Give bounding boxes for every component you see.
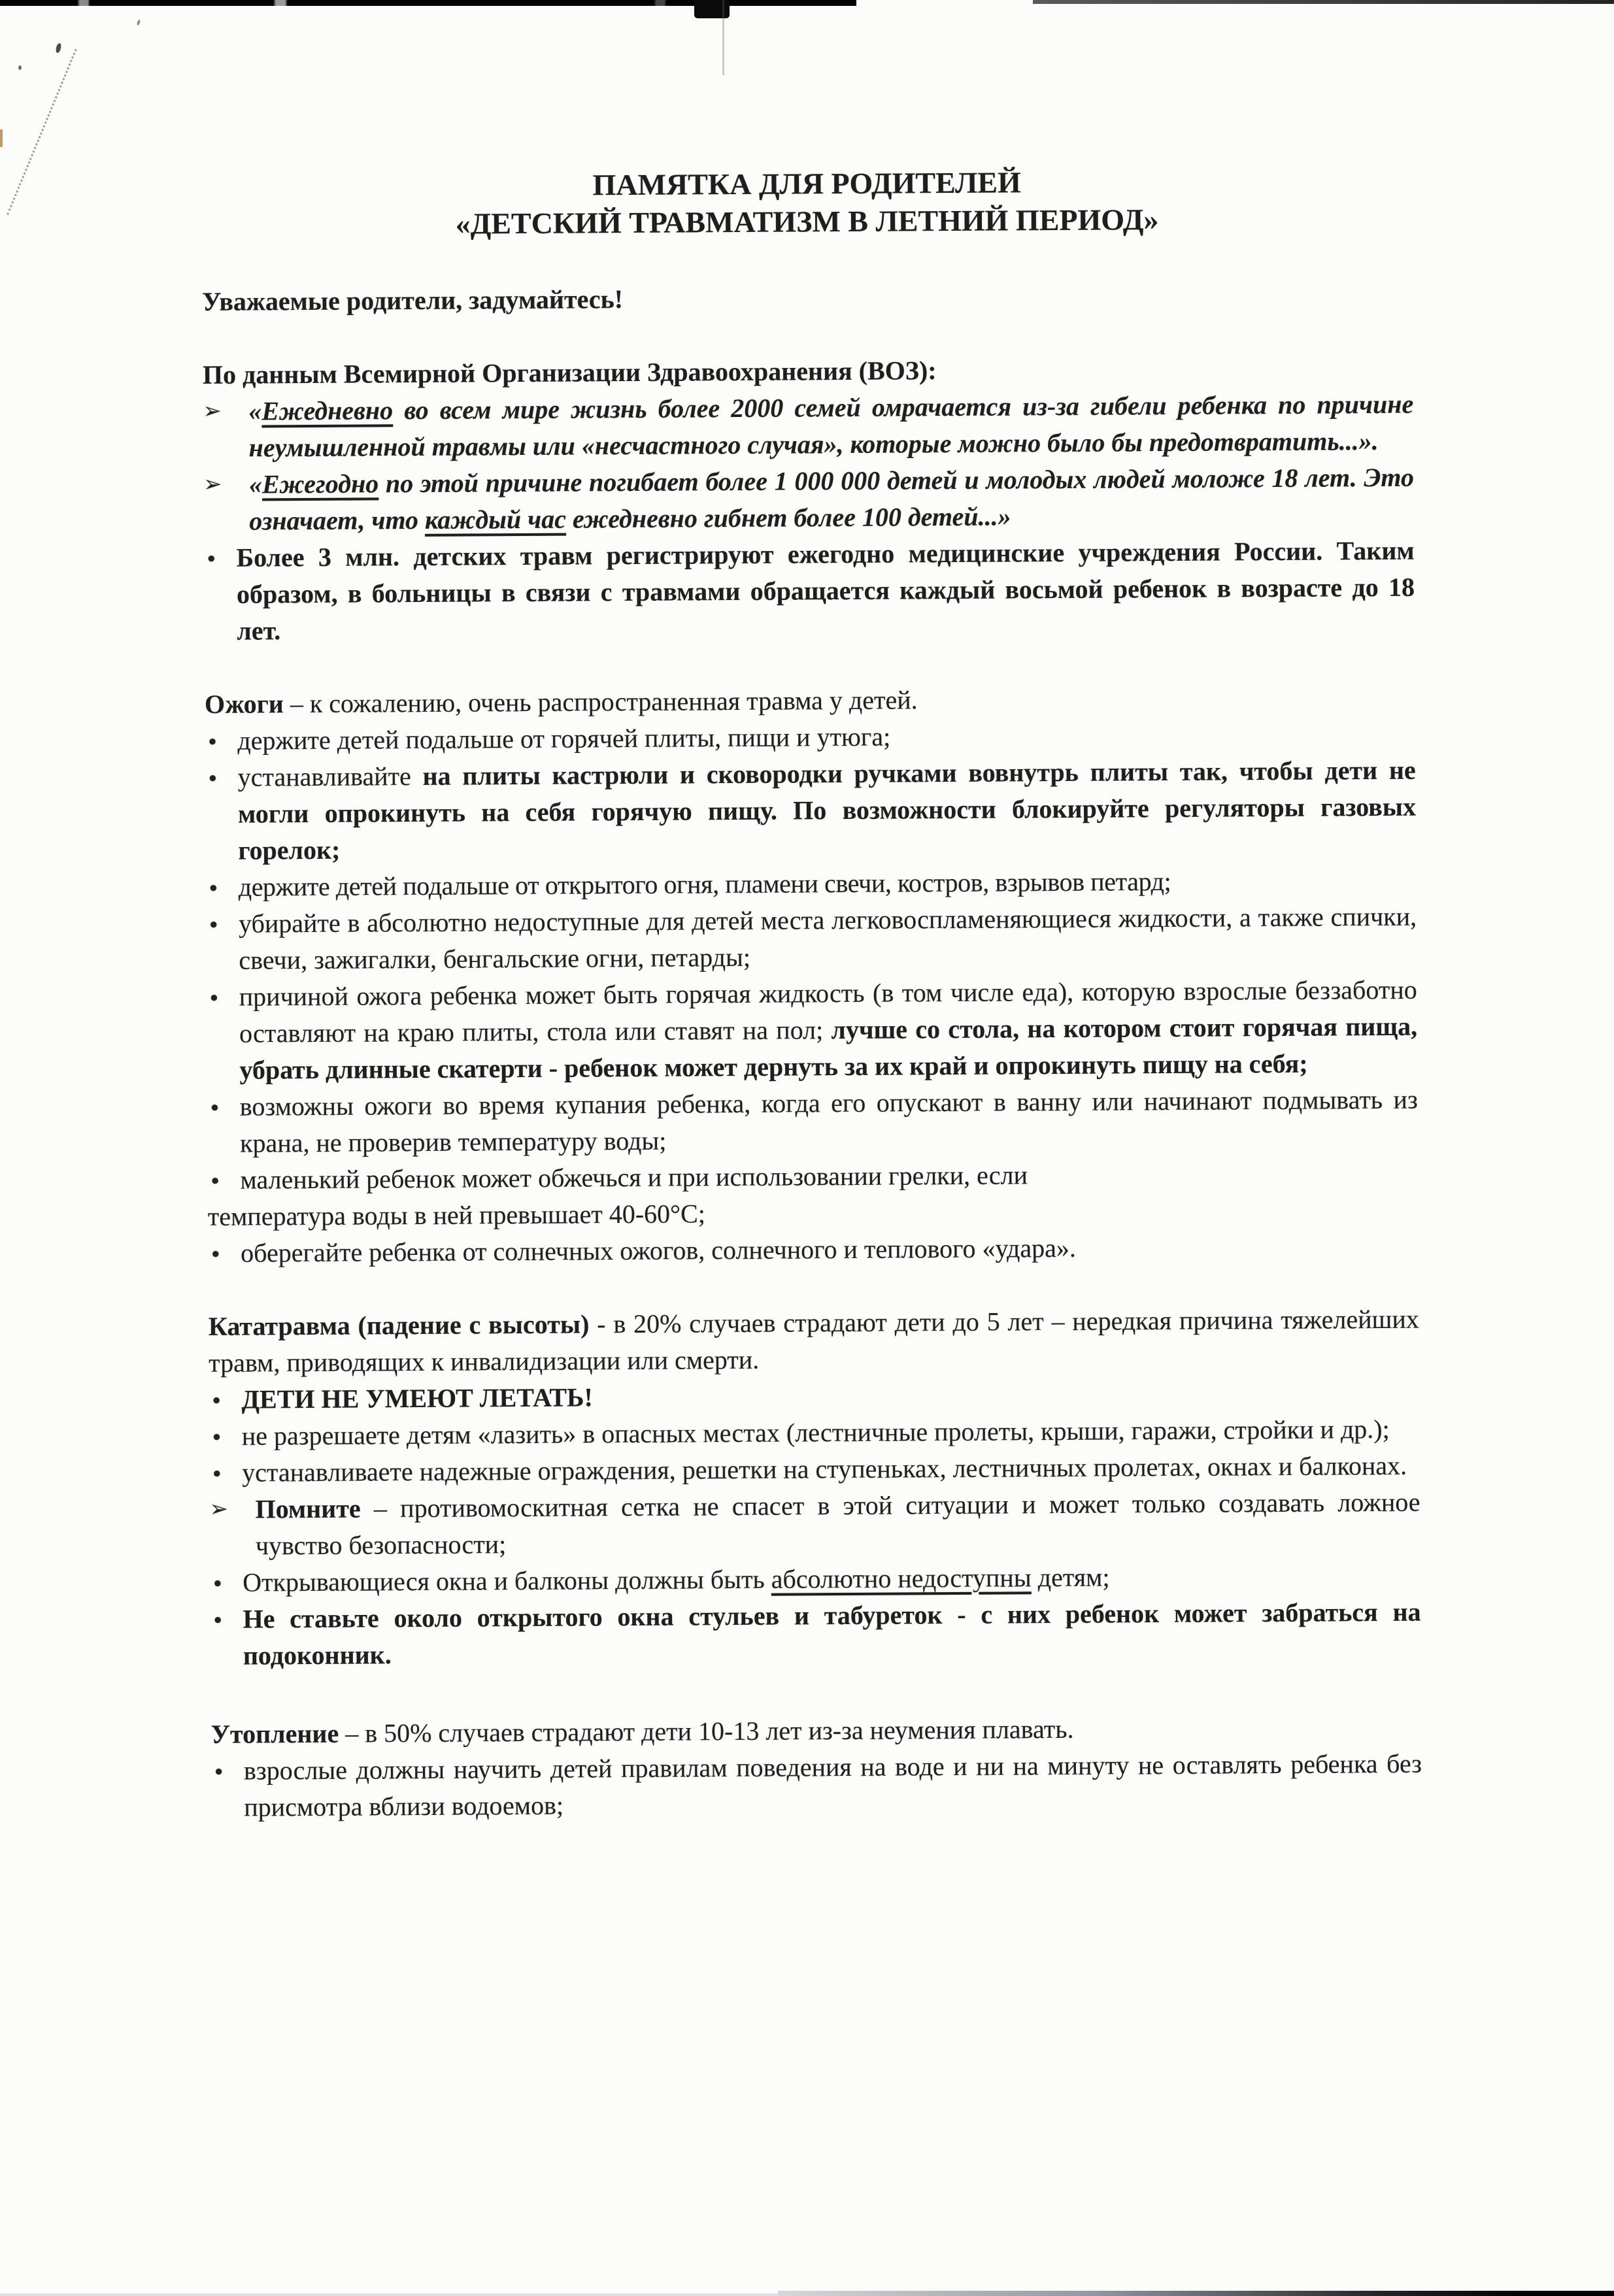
scan-speck bbox=[18, 65, 22, 70]
quote-text: по этой причине погибает более 1 000 000 детей и молодых людей моложе 18 лет. Это означает, что bbox=[249, 462, 1415, 536]
burns-bullet bbox=[206, 899, 1417, 979]
bullet-marker-icon: ● bbox=[208, 769, 218, 786]
bullet-text-bold: на плиты кастрюли и сковородки ручками вовнутрь плиты так, чтобы дети не могли опрокинуть на себя горячую пищу. По возможности блокируйте регуляторы газовых горелок; bbox=[237, 755, 1417, 865]
quote-underlined: Ежегодно bbox=[261, 469, 379, 499]
statistics-text: Более 3 млн. детских травм регистрируют ежегодно медицинские учреждения России. Таким образом, в больницы в связи с травмами обращается каждый восьмой ребенок в возрасте до 18 лет. bbox=[236, 535, 1415, 646]
bullet-text: оберегайте ребенка от солнечных ожогов, солнечного и теплового «удара». bbox=[240, 1233, 1077, 1268]
bullet-text-bold: Не ставьте около открытого окна стульев и табуреток - с них ребенок может забраться на подоконник. bbox=[243, 1597, 1421, 1671]
burns-bullet bbox=[207, 1155, 1418, 1199]
quote-text: во всем мире жизнь более 2000 семей омрачается из-за гибели ребенка по причине неумышленной травмы или «несчастного случая», которые можно было бы предотвратить...». bbox=[248, 389, 1414, 463]
bullet-marker-icon: ● bbox=[212, 1427, 222, 1444]
scan-edge-bottom-faint bbox=[0, 2293, 778, 2296]
bullet-text: устанавливайте bbox=[237, 761, 411, 792]
burns-bullet bbox=[205, 752, 1417, 869]
bullet-marker-icon: ● bbox=[207, 549, 216, 566]
title-line-1: ПАМЯТКА ДЛЯ РОДИТЕЛЕЙ bbox=[592, 165, 1021, 202]
document-title bbox=[201, 161, 1413, 244]
bullet-marker-icon: ● bbox=[213, 1610, 222, 1627]
title-line-2: «ДЕТСКИЙ ТРАВМАТИЗМ В ЛЕТНИЙ ПЕРИОД» bbox=[455, 203, 1159, 241]
falls-term: Кататравма (падение с высоты) bbox=[208, 1309, 590, 1341]
arrow-marker-icon: ➢ bbox=[203, 399, 222, 424]
bullet-marker-icon: ● bbox=[209, 988, 219, 1005]
bullet-marker-icon: ● bbox=[210, 1098, 220, 1115]
bullet-marker-icon: ● bbox=[209, 915, 218, 932]
bullet-marker-icon: ● bbox=[213, 1574, 222, 1591]
burns-continuation-line: температура воды в ней превышает 40-60°С; bbox=[207, 1199, 706, 1231]
scan-speck bbox=[137, 20, 141, 26]
who-heading: По данным Всемирной Организации Здравоохранения (ВОЗ): bbox=[202, 356, 937, 390]
scan-scratch-artifact bbox=[7, 49, 77, 215]
drowning-lead-text: – в 50% случаев страдают дети 10-13 лет из-за неумения плавать. bbox=[339, 1714, 1074, 1748]
burns-bullet bbox=[208, 1228, 1419, 1272]
burns-bullet bbox=[207, 1082, 1419, 1162]
bullet-marker-icon: ● bbox=[208, 732, 217, 749]
scan-edge-bottom-right bbox=[778, 2291, 1614, 2296]
falls-reminder-item bbox=[209, 1484, 1421, 1565]
drowning-term: Утопление bbox=[210, 1718, 339, 1749]
burns-bullet bbox=[207, 972, 1418, 1089]
bullet-text: – противомоскитная сетка не спасет в этой ситуации и может только создавать ложное чувство безопасности; bbox=[255, 1487, 1421, 1561]
bullet-text: причиной ожога ребенка может быть горячая жидкость (в том числе еда), которую взрослые беззаботно оставляют на краю плиты, стола или ставят на пол; bbox=[239, 974, 1417, 1048]
scan-edge-stain bbox=[0, 129, 3, 147]
falls-lead-text: - в 20% случаев страдают дети до 5 лет – нередкая причина тяжелейших травм, приводящих к инвалидизации или смерти. bbox=[209, 1304, 1419, 1378]
bullet-text: убирайте в абсолютно недоступные для детей места легковоспламеняющиеся жидкости, а также спички, свечи, зажигалки, бенгальские огни, петарды; bbox=[238, 901, 1417, 975]
quote-open: « bbox=[248, 469, 263, 499]
bullet-text: взрослые должны научить детей правилам поведения на воде и ни на минуту не оставлять ребенка без присмотра вблизи водоемов; bbox=[243, 1748, 1422, 1822]
bullet-text: маленький ребенок может обжечься и при использовании грелки, если bbox=[240, 1160, 1028, 1195]
scan-edge-top-right bbox=[1033, 0, 1614, 4]
bullet-text-bold: лучше со стола, на котором стоит горячая пища, убрать длинные скатерти - ребенок может дернуть за их край и опрокинуть пищу на себя; bbox=[239, 1011, 1418, 1085]
bullet-marker-icon: ● bbox=[210, 1171, 220, 1188]
burns-lead-text: – к сожалению, очень распространенная травма у детей. bbox=[283, 685, 918, 719]
bullet-text: держите детей подальше от горячей плиты, пищи и утюга; bbox=[237, 722, 891, 756]
bullet-marker-icon: ● bbox=[212, 1391, 221, 1408]
bullet-text: не разрешаете детям «лазить» в опасных местах (лестничные пролеты, крыши, гаражи, стройки и др.); bbox=[241, 1414, 1390, 1451]
falls-bullet bbox=[210, 1594, 1421, 1674]
who-quote-item bbox=[203, 459, 1415, 540]
bullet-text: держите детей подальше от открытого огня, пламени свечи, костров, взрывов петард; bbox=[238, 866, 1171, 902]
bullet-marker-icon: ● bbox=[212, 1464, 222, 1481]
bullet-text: Открывающиеся окна и балконы должны быть bbox=[243, 1564, 771, 1597]
scan-crease-line bbox=[722, 0, 724, 75]
bullet-text-bold: Помните bbox=[255, 1493, 361, 1524]
falls-section-lead bbox=[209, 1301, 1420, 1382]
statistics-bullet bbox=[203, 533, 1415, 650]
quote-text: ежедневно гибнет более 100 детей...» bbox=[565, 501, 1011, 534]
scan-speck bbox=[55, 42, 61, 53]
bullet-text-underlined: абсолютно недоступны bbox=[771, 1563, 1032, 1594]
arrow-marker-icon: ➢ bbox=[203, 472, 222, 497]
quote-open: « bbox=[248, 396, 262, 426]
drowning-bullet bbox=[211, 1746, 1422, 1826]
bullet-text: возможны ожоги во время купания ребенка, когда его опускают в ванну или начинают подмывать из крана, не проверив температуру воды; bbox=[239, 1084, 1418, 1158]
bullet-text-bold: ДЕТИ НЕ УМЕЮТ ЛЕТАТЬ! bbox=[241, 1382, 593, 1414]
quote-underlined: Ежедневно bbox=[261, 395, 394, 426]
bullet-text: устанавливаете надежные ограждения, решетки на ступеньках, лестничных пролетах, окнах и балконах. bbox=[242, 1450, 1407, 1488]
document-content bbox=[201, 161, 1422, 1826]
arrow-marker-icon: ➢ bbox=[209, 1497, 229, 1522]
burns-term: Ожоги bbox=[204, 689, 284, 719]
bullet-marker-icon: ● bbox=[214, 1762, 224, 1779]
who-quote-item bbox=[203, 386, 1414, 467]
quote-underlined: каждый час bbox=[424, 504, 567, 535]
appeal-heading: Уважаемые родители, задумайтесь! bbox=[202, 284, 624, 316]
bullet-text: детям; bbox=[1031, 1562, 1110, 1593]
bullet-marker-icon: ● bbox=[209, 878, 218, 895]
bullet-marker-icon: ● bbox=[211, 1244, 220, 1261]
